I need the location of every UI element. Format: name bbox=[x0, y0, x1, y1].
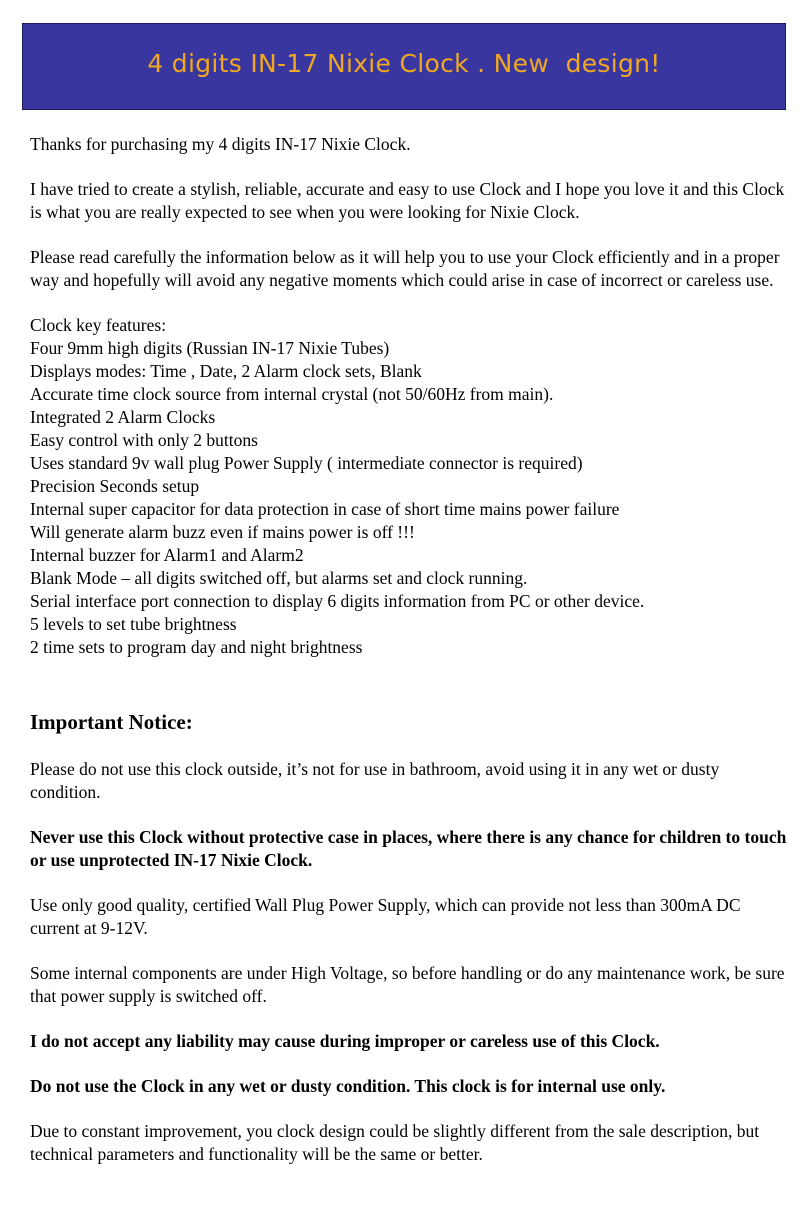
feature-item: Internal super capacitor for data protection in case of short time mains power failure bbox=[30, 499, 620, 519]
feature-item: Easy control with only 2 buttons bbox=[30, 430, 258, 450]
feature-item: Internal buzzer for Alarm1 and Alarm2 bbox=[30, 545, 304, 565]
feature-item: 2 time sets to program day and night brightness bbox=[30, 637, 363, 657]
notice-paragraph-high-voltage: Some internal components are under High Voltage, so before handling or do any maintenance work, be sure that power supply is switched off. bbox=[30, 963, 785, 1006]
feature-item: 5 levels to set tube brightness bbox=[30, 614, 237, 634]
feature-item: Precision Seconds setup bbox=[30, 476, 200, 496]
feature-item: Displays modes: Time , Date, 2 Alarm clock sets, Blank bbox=[30, 361, 422, 381]
notice-warning-children: Never use this Clock without protective case in places, where there is any chance for children to touch or use unprotected IN-17 Nixie Clock. bbox=[30, 827, 787, 870]
feature-item: Four 9mm high digits (Russian IN-17 Nixie Tubes) bbox=[30, 338, 390, 358]
feature-item: Will generate alarm buzz even if mains power is off !!! bbox=[30, 522, 415, 542]
intro-paragraph-1: Thanks for purchasing my 4 digits IN-17 Nixie Clock. bbox=[30, 134, 411, 154]
feature-item: Serial interface port connection to display 6 digits information from PC or other device. bbox=[30, 591, 645, 611]
notice-heading: Important Notice: bbox=[30, 710, 193, 734]
features-list bbox=[30, 314, 792, 659]
feature-item: Blank Mode – all digits switched off, but alarms set and clock running. bbox=[30, 568, 528, 588]
intro-paragraph-3: Please read carefully the information below as it will help you to use your Clock efficiently and in a proper way and hopefully will avoid any negative moments which could arise in case of incorrect or careless use. bbox=[30, 247, 780, 290]
features-heading: Clock key features: bbox=[30, 315, 167, 335]
title-banner bbox=[22, 23, 786, 110]
notice-paragraph-1: Please do not use this clock outside, it’s not for use in bathroom, avoid using it in any wet or dusty condition. bbox=[30, 759, 720, 802]
intro-paragraph-2: I have tried to create a stylish, reliable, accurate and easy to use Clock and I hope you love it and this Clock is what you are really expected to see when you were looking for Nixie Clock. bbox=[30, 179, 785, 222]
feature-item: Accurate time clock source from internal crystal (not 50/60Hz from main). bbox=[30, 384, 554, 404]
document-body bbox=[30, 133, 792, 1188]
notice-paragraph-improvement: Due to constant improvement, you clock design could be slightly different from the sale description, but technical parameters and functionality will be the same or better. bbox=[30, 1121, 760, 1164]
feature-item: Uses standard 9v wall plug Power Supply ( intermediate connector is required) bbox=[30, 453, 583, 473]
notice-liability: I do not accept any liability may cause during improper or careless use of this Clock. bbox=[30, 1031, 660, 1051]
notice-wet-condition: Do not use the Clock in any wet or dusty condition. This clock is for internal use only. bbox=[30, 1076, 666, 1096]
page-title: 4 digits IN-17 Nixie Clock . New design! bbox=[147, 49, 661, 78]
feature-item: Integrated 2 Alarm Clocks bbox=[30, 407, 216, 427]
notice-paragraph-power-supply: Use only good quality, certified Wall Plug Power Supply, which can provide not less than 300mA DC current at 9-12V. bbox=[30, 895, 741, 938]
